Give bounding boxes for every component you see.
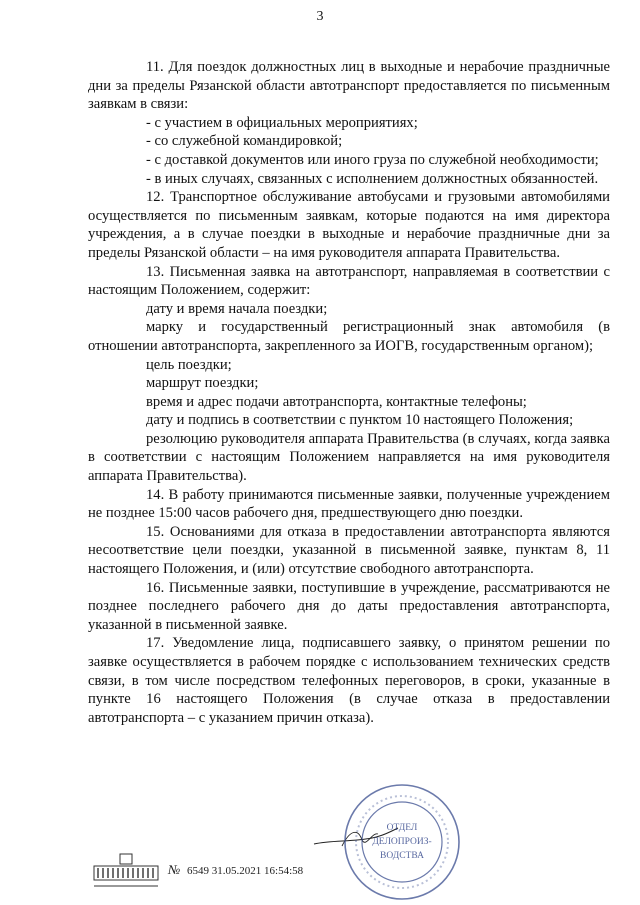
stamp-line-2: ДЕЛОПРОИЗ-: [372, 837, 432, 847]
paragraph-15: 15. Основаниями для отказа в предоставлении автотранспорта являются несоответствие цели поездки, указанной в письменной заявке, пунктам 8, 11 настоящего Положения, и (или) отсутствие свободного автотранспорта.: [88, 523, 610, 578]
paragraph-11-item-d: - в иных случаях, связанных с исполнением должностных обязанностей.: [146, 170, 599, 187]
stamp-line-1: ОТДЕЛ: [386, 823, 418, 833]
registry-emblem: [90, 852, 162, 892]
department-stamp: [342, 782, 462, 902]
paragraph-11-intro: 11. Для поездок должностных лиц в выходные и нерабочие праздничные дни за пределы Рязанской области автотранспорт предоставляется по письменным заявкам в связи:: [88, 59, 610, 113]
page-number: 3: [316, 9, 324, 24]
paragraph-12: 12. Транспортное обслуживание автобусами и грузовыми автомобилями осуществляется по письменным заявкам, которые подаются на имя директора учреждения, а в случае поездки в выходные и нерабочие праздничные дни за пределы Рязанской области – на имя руководителя аппарата Правительства.: [88, 189, 610, 261]
paragraph-13-item-b: марку и государственный регистрационный знак автомобиля (в отношении автотранспорта, закрепленного за ИОГВ, государственным органом);: [88, 319, 610, 354]
stamp-line-3: ВОДСТВА: [380, 851, 424, 861]
registration-footer: [168, 862, 303, 878]
paragraph-14: 14. В работу принимаются письменные заявки, полученные учреждением не позднее 15:00 часов рабочего дня, предшествующего дню поездки.: [88, 486, 610, 522]
paragraph-16: 16. Письменные заявки, поступившие в учреждение, рассматриваются не позднее последнего рабочего дня до даты предоставления автотранспорта, указанной в письменной заявке.: [88, 579, 610, 633]
paragraph-13-item-d: маршрут поездки;: [146, 375, 259, 392]
document-body: [88, 58, 610, 727]
paragraph-11-item-b: - со служебной командировкой;: [146, 133, 343, 150]
paragraph-17: 17. Уведомление лица, подписавшего заявку, о принятом решении по заявке осуществляется в рабочем порядке с использованием технических средств связи, в том числе посредством телефонных переговоров, в сроки, указанные в пункте 16 настоящего Положения (в случае отказа в предоставлении автотранспорта – с указанием причин отказа).: [88, 635, 610, 726]
registration-number: 6549: [187, 865, 210, 877]
paragraph-13-item-g: резолюцию руководителя аппарата Правительства (в случаях, когда заявка в соответствии с настоящим Положением направляется на имя руководителя аппарата Правительства).: [88, 430, 610, 485]
paragraph-11-item-a: - с участием в официальных мероприятиях;: [146, 114, 418, 131]
paragraph-13-item-e: время и адрес подачи автотранспорта, контактные телефоны;: [146, 393, 527, 410]
number-sign: №: [168, 862, 181, 877]
paragraph-13-item-f: дату и подпись в соответствии с пунктом 10 настоящего Положения;: [146, 412, 574, 429]
registration-datetime: 31.05.2021 16:54:58: [211, 865, 304, 877]
paragraph-13-item-c: цель поездки;: [146, 356, 232, 373]
paragraph-13-intro: 13. Письменная заявка на автотранспорт, направляемая в соответствии с настоящим Положением, содержит:: [88, 263, 610, 299]
paragraph-13-item-a: дату и время начала поездки;: [146, 300, 328, 317]
paragraph-11-item-c: - с доставкой документов или иного груза по служебной необходимости;: [146, 151, 599, 168]
